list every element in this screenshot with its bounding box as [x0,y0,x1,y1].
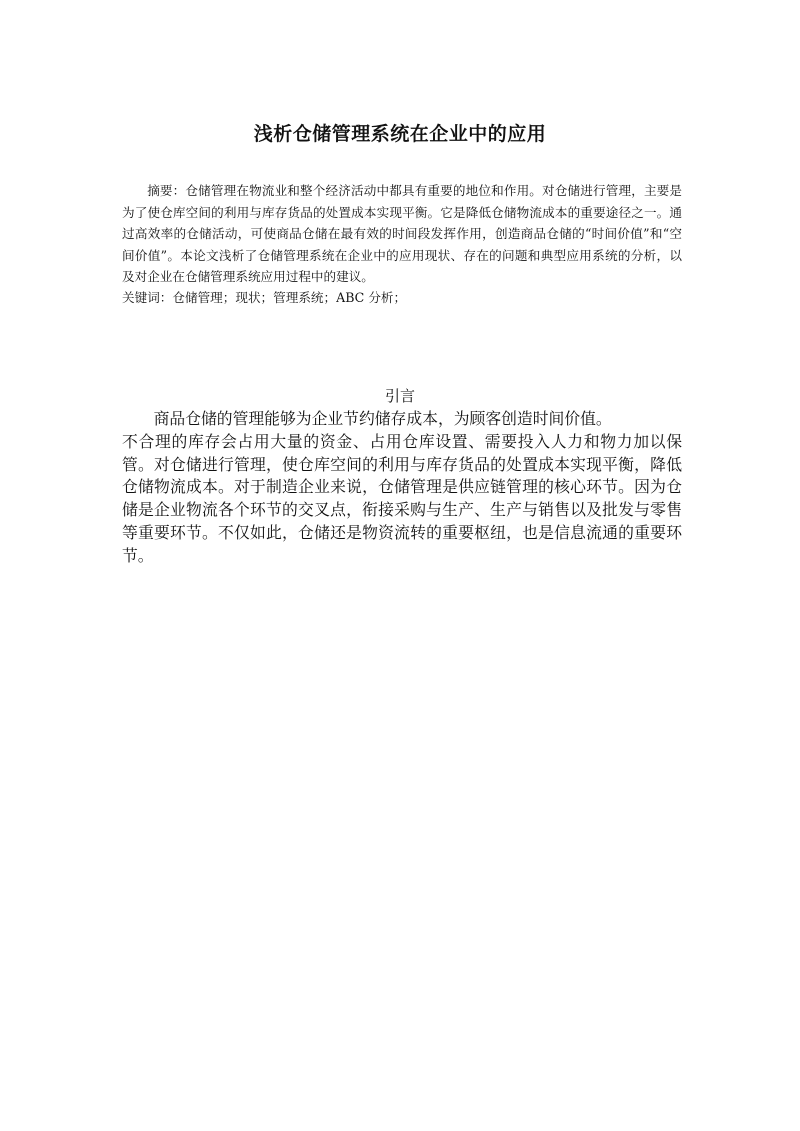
keywords-label: 关键词： [122,290,173,305]
introduction-body [122,408,682,568]
abstract-text: 仓储管理在物流业和整个经济活动中都具有重要的地位和作用。对仓储进行管理，主要是为了使仓库空间的利用与库存货品的处置成本实现平衡。它是降低仓储物流成本的重要途径之一。通过高效率的仓储活动，可使商品仓储在最有效的时间段发挥作用，创造商品仓储的“时间价值”和“空间价值”。本论文浅析了仓储管理系统在企业中的应用现状、存在的问题和典型应用系统的分析，以及对企业在仓储管理系统应用过程中的建议。 [122,183,683,284]
keywords-line [122,287,682,309]
abstract-label: 摘要： [147,183,186,198]
introduction-paragraph: 不合理的库存会占用大量的资金、占用仓库设置、需要投入人力和物力加以保管。对仓储进行管理，使仓库空间的利用与库存货品的处置成本实现平衡，降低仓储物流成本。对于制造企业来说，仓储管理是供应链管理的核心环节。因为仓储是企业物流各个环节的交叉点，衔接采购与生产、生产与销售以及批发与零售等重要环节。不仅如此，仓储还是物资流转的重要枢纽，也是信息流通的重要环节。 [122,431,682,565]
document-title: 浅析仓储管理系统在企业中的应用 [253,123,547,145]
introduction-lead-sentence: 商品仓储的管理能够为企业节约储存成本，为顾客创造时间价值。 [153,409,612,428]
introduction-heading: 引言 [384,387,415,405]
abstract-paragraph [122,180,682,288]
keywords-text: 仓储管理；现状；管理系统；ABC 分析； [172,290,407,305]
